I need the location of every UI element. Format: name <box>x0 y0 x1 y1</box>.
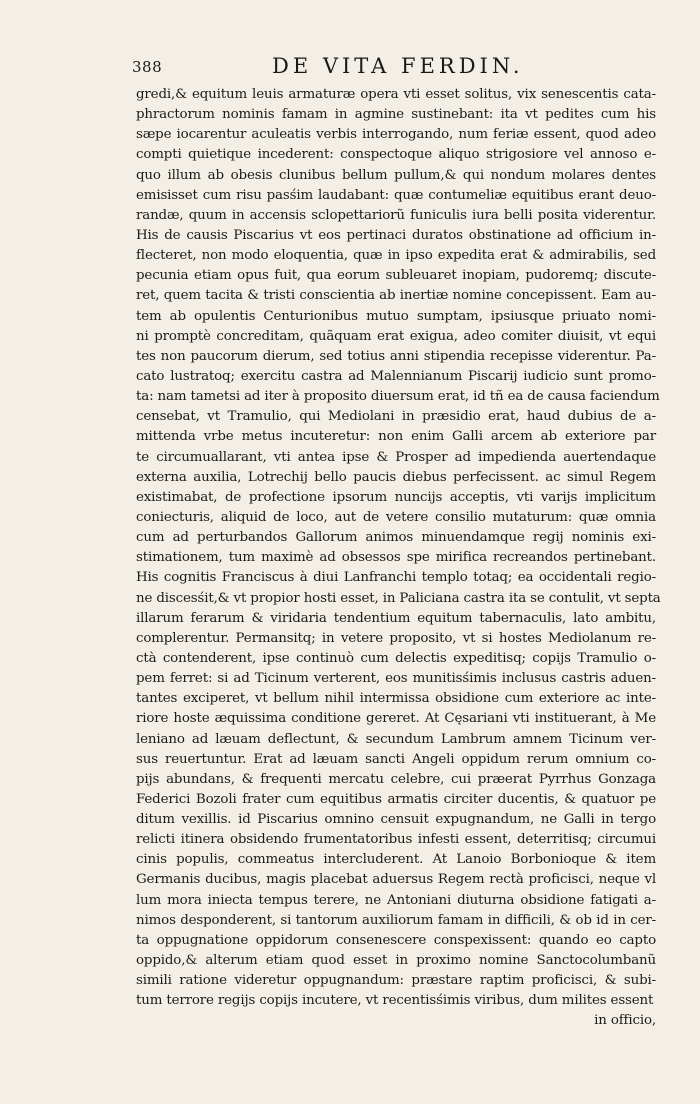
text-line: relicti itinera obsidendo frumentatoribus infesti essent, deterritisq; circumui <box>136 832 656 848</box>
text-line: phractorum nominis famam in agmine sustinebant: ita vt pedites cum his <box>136 107 656 123</box>
text-line: simili ratione videretur oppugnandum: præstare raptim proficisci, & subi- <box>136 973 656 989</box>
text-line: censebat, vt Tramulio, qui Mediolani in præsidio erat, haud dubius de a- <box>136 409 656 425</box>
text-line: emisisset cum risu pasśim laudabant: quæ contumeliæ equitibus erant deuo- <box>136 187 656 203</box>
text-line: cato lustratoq; exercitu castra ad Malennianum Piscarij iudicio sunt promo- <box>136 368 656 384</box>
text-line: tum terrore regijs copijs incutere, vt recentisśimis viribus, dum milites essent <box>136 993 654 1009</box>
text-line: randæ, quum in accensis sclopettariorũ funiculis iura belli posita viderentur. <box>136 207 656 223</box>
text-line: cum ad perturbandos Gallorum animos minuendamque regij nominis exi- <box>136 530 656 546</box>
text-line: illarum ferarum & viridaria tendentium equitum tabernaculis, lato ambitu, <box>136 610 656 626</box>
text-line: His cognitis Franciscus à diui Lanfranchi templo totaq; ea occidentali regio- <box>136 570 656 586</box>
text-line: ta: nam tametsi ad iter à proposito diuersum erat, id tñ ea de causa faciendum <box>136 389 660 405</box>
text-line: externa auxilia, Lotrechij bello paucis diebus perfecissent. ac simul Regem <box>136 469 656 485</box>
running-head-title: DE VITA FERDIN. <box>272 54 524 78</box>
text-line: tantes exciperet, vt bellum nihil intermissa obsidione cum exteriore ac inte- <box>136 691 656 707</box>
text-line: stimationem, tum maximè ad obsessos spe mirifica recreandos pertinebant. <box>136 550 656 566</box>
catchword: in officio, <box>594 1013 656 1029</box>
text-line: quo illum ab obesis clunibus bellum pullum,& qui nondum molares dentes <box>136 167 656 183</box>
text-line: leniano ad læuam deflectunt, & secundum Lambrum amnem Ticinum ver- <box>136 731 656 747</box>
text-line: tes non paucorum dierum, sed totius anni stipendia recepisse viderentur. Pa- <box>136 348 656 364</box>
text-line: pecunia etiam opus fuit, qua eorum subleuaret inopiam, pudoremq; discute- <box>136 268 656 284</box>
text-line: ditum vexillis. id Piscarius omnino censuit expugnandum, ne Galli in tergo <box>136 812 656 828</box>
running-head <box>132 54 562 80</box>
body-text <box>136 85 661 1032</box>
text-line: ne discesśit,& vt propior hosti esset, in Paliciana castra ita se contulit, vt septa <box>136 590 661 606</box>
page-number: 388 <box>132 58 163 76</box>
text-line: Federici Bozoli frater cum equitibus armatis circiter ducentis, & quatuor pe <box>136 791 656 807</box>
text-line: riore hoste æquissima conditione gereret. At Cęsariani vti instituerant, à Me <box>136 711 656 727</box>
text-line: gredi,& equitum leuis armaturæ opera vti esset solitus, vix senescentis cata- <box>136 87 656 102</box>
text-line: oppido,& alterum etiam quod esset in proximo nomine Sanctocolumbanũ <box>136 953 656 969</box>
text-line: sus reuertuntur. Erat ad læuam sancti Angeli oppidum rerum omnium co- <box>136 751 656 767</box>
text-line: compti quietique incederent: conspectoque aliquo strigosiore vel annoso e- <box>136 147 656 163</box>
text-line: sæpe iocarentur aculeatis verbis interrogando, num feriæ essent, quod adeo <box>136 127 656 143</box>
text-line: ta oppugnatione oppidorum consenescere conspexissent: quando eo capto <box>136 932 656 948</box>
text-line: pijs abundans, & frequenti mercatu celebre, cui præerat Pyrrhus Gonzaga <box>136 771 656 787</box>
text-line: te circumuallarant, vti antea ipse & Prosper ad impedienda auertendaque <box>136 449 656 465</box>
text-line: coniecturis, aliquid de loco, aut de vetere consilio mutaturum: quæ omnia <box>136 509 656 525</box>
text-line: lum mora iniecta tempus terere, ne Antoniani diuturna obsidione fatigati a- <box>136 892 656 908</box>
text-line: ctà contenderent, ipse continuò cum delectis expeditisq; copijs Tramulio o- <box>136 650 656 666</box>
text-line: Germanis ducibus, magis placebat aduersus Regem rectà proficisci, neque vl <box>136 872 656 888</box>
text-line: ni promptè concreditam, quãquam erat exigua, adeo comiter diuisit, vt equi <box>136 328 656 344</box>
text-line: tem ab opulentis Centurionibus mutuo sumptam, ipsiusque priuato nomi- <box>136 308 656 324</box>
text-line: existimabat, de profectione ipsorum nuncijs acceptis, vti varijs implicitum <box>136 489 656 505</box>
text-line: pem ferret: si ad Ticinum verterent, eos munitisśimis inclusus castris aduen- <box>136 671 656 687</box>
text-line: His de causis Piscarius vt eos pertinaci duratos obstinatione ad officium in- <box>136 227 656 243</box>
text-line: ret, quem tacita & tristi conscientia ab inertiæ nomine concepissent. Eam au- <box>136 288 656 304</box>
text-line: nimos desponderent, si tantorum auxiliorum famam in difficili, & ob id in cer- <box>136 912 656 928</box>
text-line: complerentur. Permansitq; in vetere proposito, vt si hostes Mediolanum re- <box>136 630 656 646</box>
text-line: cinis populis, commeatus intercluderent. At Lanoio Borbonioque & item <box>136 852 656 868</box>
text-line: flecteret, non modo eloquentia, quæ in ipso expedita erat & admirabilis, sed <box>136 248 656 264</box>
text-line: mittenda vrbe metus incuteretur: non enim Galli arcem ab exteriore par <box>136 429 656 445</box>
